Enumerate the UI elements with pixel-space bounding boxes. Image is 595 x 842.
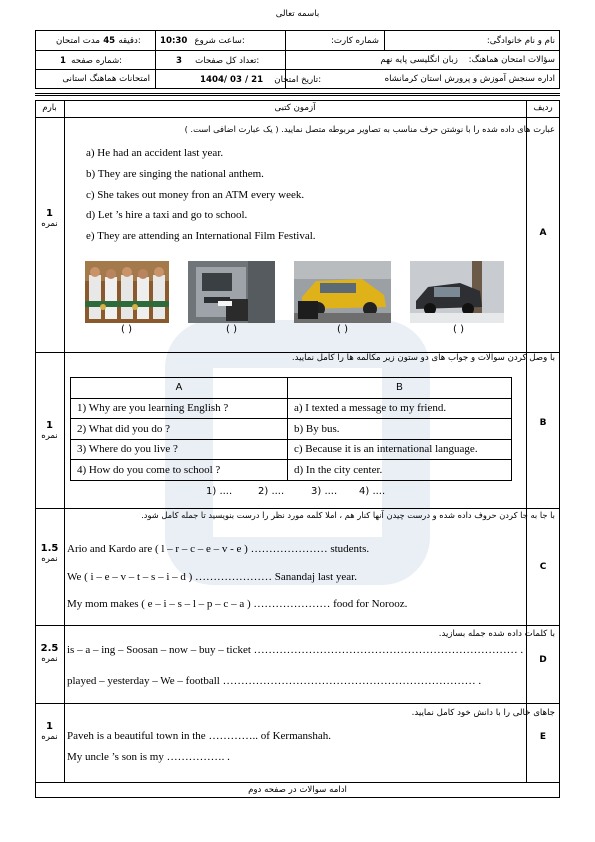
section-d-line: is – a – ing – Soosan – now – buy – ticket ……………………………………………………………… . [67, 644, 524, 656]
duration-value: 45 [103, 36, 116, 46]
continue-note: ادامه سوالات در صفحه دوم [248, 785, 347, 795]
section-b-instruction: با وصل کردن سوالات و جواب های دو ستون زیر مکالمه ها را کامل نمایید. [291, 353, 555, 363]
answer-slot[interactable]: 2) .... [258, 486, 285, 497]
photo-singers [85, 261, 169, 323]
photo-atm [188, 261, 275, 323]
section-a-item: d) Let ’s hire a taxi and go to school. [86, 209, 248, 221]
section-c-line: We ( i – e – v – t – s – i – d ) ………………… Sanandaj last year. [67, 571, 357, 583]
section-b-score-value: 1 [46, 420, 53, 431]
total-pages-label: تعداد کل صفحات: [195, 56, 260, 66]
answer-paren[interactable]: ( ) [121, 324, 132, 335]
section-b-score [35, 420, 64, 441]
section-c-score [35, 543, 64, 564]
section-c-letter: C [539, 562, 547, 572]
section-e-score [35, 721, 64, 742]
section-a-item: e) They are attending an International Film Festival. [86, 230, 316, 242]
total-pages [176, 55, 259, 66]
title-header: آزمون کتبی [274, 103, 316, 113]
answer-slot[interactable]: 1) .... [206, 486, 233, 497]
duration-unit: دقیقه [118, 36, 138, 46]
section-b-letter: B [539, 418, 547, 428]
section-c-score-value: 1.5 [40, 543, 59, 554]
name-label: نام و نام خانوادگی: [486, 36, 555, 46]
questions-value: زبان انگلیسی پایه نهم [380, 55, 458, 65]
section-d-score-unit: نمره [41, 654, 58, 664]
section-a-score-unit: نمره [41, 219, 58, 229]
basmala: باسمه تعالی [275, 9, 320, 19]
duration-label: مدت امتحان: [56, 36, 141, 46]
section-e-line: Paveh is a beautiful town in the ………….. of Kermanshah. [67, 730, 331, 742]
question-cell: 2) What did you do ? [71, 419, 288, 440]
question-cell: 1) Why are you learning English ? [71, 398, 288, 419]
section-a-instruction: عبارت های داده شده را با نوشتن حرف مناسب به تصاویر مربوطه متصل نمایید. ( یک عبارت اضافی است. ) [184, 124, 555, 134]
page-number-label: شماره صفحه: [71, 56, 123, 66]
section-a-letter: A [539, 228, 547, 238]
section-d-letter: D [539, 655, 547, 665]
section-b-score-unit: نمره [41, 431, 58, 441]
exam-type: امتحانات هماهنگ استانی [62, 74, 150, 84]
answer-paren[interactable]: ( ) [226, 324, 237, 335]
answer-cell: c) Because it is an international language. [288, 439, 512, 460]
column-a-header: A [71, 378, 288, 399]
row-header: ردیف [533, 103, 553, 113]
section-a-item: c) She takes out money fron an ATM every week. [86, 189, 305, 201]
section-c-line: Ario and Kardo are ( l – r – c – e – v - e ) ………………… students. [67, 543, 370, 555]
score-header: بارم [42, 103, 57, 113]
questions-label: سؤالات امتحان هماهنگ: [468, 55, 555, 65]
start-time-label: ساعت شروع: [194, 36, 245, 46]
page-number [60, 55, 122, 66]
section-d-line: played – yesterday – We – football …………………………………………………………… . [67, 675, 482, 687]
exam-date-value: 1404/ 03 / 21 [200, 75, 264, 85]
answer-paren[interactable]: ( ) [453, 324, 464, 335]
question-cell: 3) Where do you live ? [71, 439, 288, 460]
exam-date-label: تاریخ امتحان: [274, 75, 322, 85]
duration [40, 35, 141, 46]
office-label: اداره سنجش آموزش و پرورش استان کرمانشاه [384, 74, 555, 84]
section-e-score-unit: نمره [41, 732, 58, 742]
section-d-score-value: 2.5 [40, 643, 59, 654]
answer-cell: a) I texted a message to my friend. [288, 398, 512, 419]
header-divider [35, 93, 560, 96]
section-e-instruction: جاهای خالی را با دانش خود کامل نمایید. [411, 708, 555, 718]
section-e-letter: E [539, 732, 547, 742]
section-c-score-unit: نمره [41, 554, 58, 564]
photo-accident [410, 261, 504, 323]
answer-cell: b) By bus. [288, 419, 512, 440]
section-a-item: b) They are singing the national anthem. [86, 168, 264, 180]
section-a-score [35, 208, 64, 229]
section-c-line: My mom makes ( e – i – s – l – p – c – a ) ………………… food for Norooz. [67, 598, 408, 610]
section-d-instruction: با کلمات داده شده جمله بسازید. [438, 629, 555, 639]
section-a-score-value: 1 [46, 208, 53, 219]
start-time-value: 10:30 [160, 36, 188, 46]
question-cell: 4) How do you come to school ? [71, 460, 288, 481]
exam-date [200, 74, 321, 85]
total-pages-value: 3 [176, 56, 182, 66]
section-e-score-value: 1 [46, 721, 53, 732]
questions-info [380, 55, 555, 65]
start-time [160, 35, 245, 46]
photo-taxi [294, 261, 391, 323]
answer-slot[interactable]: 3) .... [311, 486, 338, 497]
section-d-score [35, 643, 64, 664]
answer-paren[interactable]: ( ) [337, 324, 348, 335]
card-label: شماره کارت: [330, 36, 379, 46]
section-c-instruction: با جا به جا کردن حروف داده شده و درست چیدن آنها کنار هم ، املا کلمه مورد نظر را درست بنویسید تا جمله کامل شود. [141, 510, 555, 520]
answer-cell: d) In the city center. [288, 460, 512, 481]
answer-slot[interactable]: 4) .... [359, 486, 386, 497]
section-e-line: My uncle ’s son is my ……………. . [67, 751, 230, 763]
page-number-value: 1 [60, 56, 66, 66]
column-b-header: B [288, 378, 512, 399]
section-a-item: a) He had an accident last year. [86, 147, 224, 159]
matching-table [70, 377, 512, 481]
